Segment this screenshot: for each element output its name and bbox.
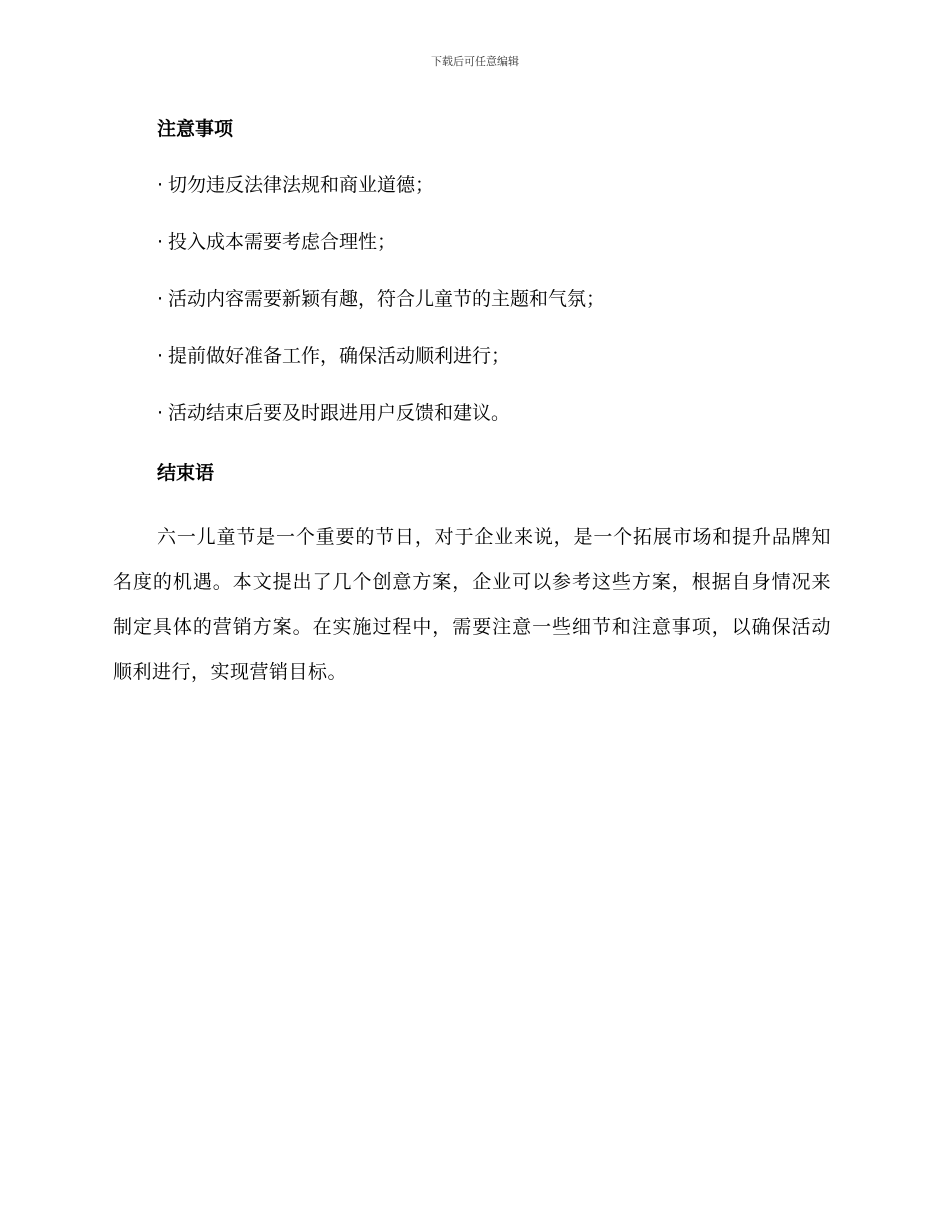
header-note: 下载后可任意编辑 <box>431 55 519 68</box>
bullet-icon: · <box>157 345 164 367</box>
notes-list <box>157 172 605 457</box>
list-item <box>157 172 605 198</box>
list-item <box>157 400 605 426</box>
list-item-text: 切勿违反法律法规和商业道德； <box>168 174 435 196</box>
list-item <box>157 229 605 255</box>
list-item <box>157 286 605 312</box>
list-item-text: 活动内容需要新颖有趣，符合儿童节的主题和气氛； <box>168 288 606 310</box>
conclusion-heading: 结束语 <box>157 462 215 484</box>
list-item-text: 活动结束后要及时跟进用户反馈和建议。 <box>168 402 511 424</box>
conclusion-paragraph: 六一儿童节是一个重要的节日，对于企业来说，是一个拓展市场和提升品牌知名度的机遇。本文提出了几个创意方案，企业可以参考这些方案，根据自身情况来制定具体的营销方案。在实施过程中，需要注意一些细节和注意事项，以确保活动顺利进行，实现营销目标。 <box>113 526 831 683</box>
notes-heading: 注意事项 <box>157 118 234 140</box>
bullet-icon: · <box>157 402 164 424</box>
bullet-icon: · <box>157 288 164 310</box>
bullet-icon: · <box>157 231 164 253</box>
bullet-icon: · <box>157 174 164 196</box>
list-item-text: 提前做好准备工作，确保活动顺利进行； <box>168 345 511 367</box>
list-item <box>157 343 605 369</box>
list-item-text: 投入成本需要考虑合理性； <box>168 231 397 253</box>
